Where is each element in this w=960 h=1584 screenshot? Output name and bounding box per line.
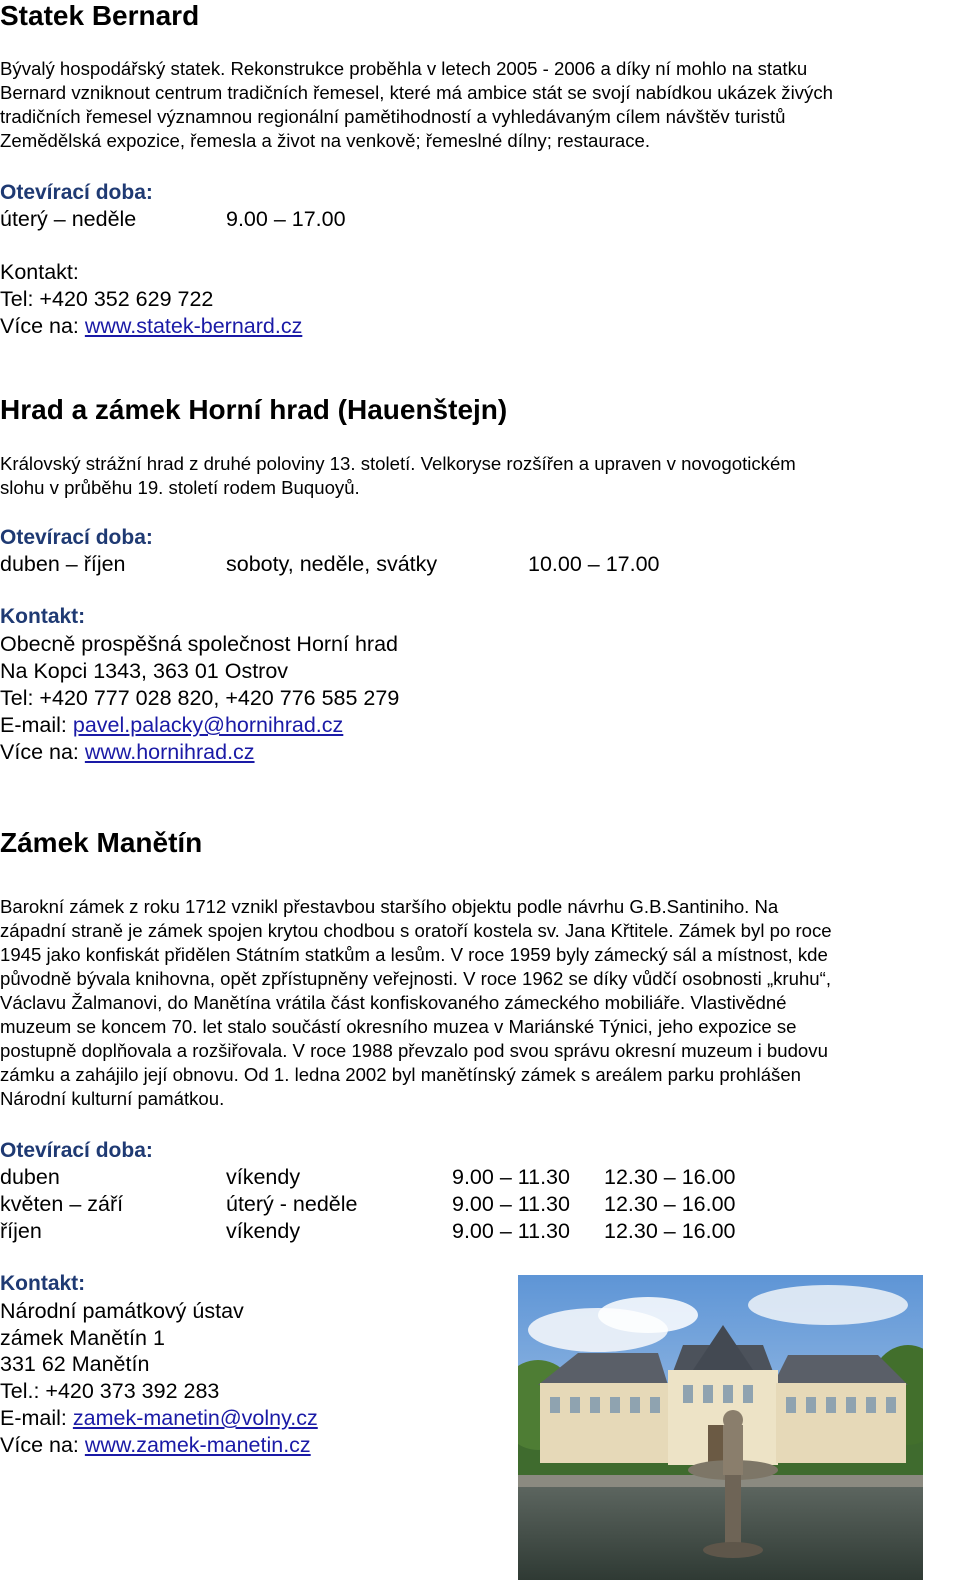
website-prefix: Více na: — [0, 1433, 85, 1457]
bernard-hours-row — [0, 206, 600, 232]
hours-morning: 9.00 – 11.30 — [452, 1219, 570, 1243]
manetin-phone: Tel.: +420 373 392 283 — [0, 1379, 220, 1403]
manetin-org: Národní památkový ústav — [0, 1299, 244, 1323]
manetin-email-link[interactable]: zamek-manetin@volny.cz — [72, 1406, 318, 1430]
bernard-text-line: Bernard vzniknout centrum tradičních řemesel, které má ambice stát se svojí nabídkou ukázek živých — [0, 82, 833, 103]
manetin-hours-row — [0, 1191, 800, 1217]
manetin-text-line: původně bývala knihovna, opět zpřístupněny veřejnosti. V roce 1962 se díky vůdčí osobnosti „kruhu“, — [0, 968, 832, 989]
manetin-text-line: Národní kulturní památkou. — [0, 1088, 225, 1109]
hours-afternoon: 12.30 – 16.00 — [604, 1219, 736, 1243]
hauenstejn-email-line — [0, 712, 343, 738]
section-title-hauenstejn: Hrad a zámek Horní hrad (Hauenštejn) — [0, 394, 508, 425]
hauenstejn-hours-label: Otevírací doba: — [0, 526, 153, 549]
bernard-text-line: Bývalý hospodářský statek. Rekonstrukce proběhla v letech 2005 - 2006 a díky ní mohlo na statku — [0, 58, 808, 79]
manetin-text-line: postupně doplňovala a rozšiřovala. V roce 1988 převzalo pod svou správu okresní muzeum i budovu — [0, 1040, 828, 1061]
manetin-text-line: muzeum se koncem 70. let stalo součástí okresního muzea v Mariánské Týnici, jeho expozice se — [0, 1016, 797, 1037]
manetin-hours-label: Otevírací doba: — [0, 1139, 153, 1162]
manetin-hours-row — [0, 1164, 800, 1190]
hauenstejn-text-line: Královský strážní hrad z druhé poloviny 13. století. Velkoryse rozšířen a upraven v novogotickém — [0, 453, 796, 474]
email-prefix: E-mail: — [0, 713, 73, 737]
hours-days: soboty, neděle, svátky — [226, 552, 438, 576]
website-prefix: Více na: — [0, 314, 85, 338]
hauenstejn-contact-label: Kontakt: — [0, 605, 86, 628]
hours-days: úterý - neděle — [226, 1192, 358, 1216]
manetin-website-line — [0, 1432, 311, 1458]
hours-morning: 9.00 – 11.30 — [452, 1192, 570, 1216]
email-prefix: E-mail: — [0, 1406, 73, 1430]
manetin-hours-row — [0, 1218, 800, 1244]
hauenstejn-website-link[interactable]: www.hornihrad.cz — [84, 740, 255, 764]
hours-months: říjen — [0, 1219, 42, 1243]
hauenstejn-phone: Tel: +420 777 028 820, +420 776 585 279 — [0, 686, 400, 710]
manetin-address-line1: zámek Manětín 1 — [0, 1326, 165, 1350]
manetin-contact-label: Kontakt: — [0, 1272, 86, 1295]
bernard-contact-label: Kontakt: — [0, 260, 79, 284]
hours-days: víkendy — [226, 1219, 301, 1243]
manetin-email-line — [0, 1405, 318, 1431]
bernard-website-line — [0, 313, 302, 339]
hours-days: úterý – neděle — [0, 207, 137, 231]
manetin-text-line: zámku a zahájilo její obnovu. Od 1. ledna 2002 byl manětínský zámek s areálem parku prohlášen — [0, 1064, 802, 1085]
manetin-website-link[interactable]: www.zamek-manetin.cz — [84, 1433, 311, 1457]
hours-months: květen – září — [0, 1192, 124, 1216]
hours-days: víkendy — [226, 1165, 301, 1189]
hours-afternoon: 12.30 – 16.00 — [604, 1165, 736, 1189]
hours-morning: 9.00 – 11.30 — [452, 1165, 570, 1189]
hours-months: duben — [0, 1165, 60, 1189]
hours-months: duben – říjen — [0, 552, 126, 576]
website-prefix: Více na: — [0, 740, 85, 764]
manetin-text-line: západní straně je zámek spojen krytou chodbou s oratoří kostela sv. Jana Křtitele. Zámek byl po roce — [0, 920, 832, 941]
hauenstejn-email-link[interactable]: pavel.palacky@hornihrad.cz — [72, 713, 344, 737]
hours-time: 10.00 – 17.00 — [528, 552, 660, 576]
manetin-text-line: 1945 jako konfiskát přidělen Státním statkům a lesům. V roce 1959 byly zámecký sál a místnost, kde — [0, 944, 828, 965]
bernard-website-link[interactable]: www.statek-bernard.cz — [84, 314, 303, 338]
manetin-text-line: Barokní zámek z roku 1712 vznikl přestavbou staršího objektu podle návrhu G.B.Santiniho. Na — [0, 896, 779, 917]
bernard-text-line: Zemědělská expozice, řemesla a život na venkově; řemeslné dílny; restaurace. — [0, 130, 651, 151]
hauenstejn-website-line — [0, 739, 255, 765]
manetin-address-line2: 331 62 Manětín — [0, 1352, 150, 1376]
section-title-bernard: Statek Bernard — [0, 0, 200, 31]
hauenstejn-address: Na Kopci 1343, 363 01 Ostrov — [0, 659, 289, 683]
hours-afternoon: 12.30 – 16.00 — [604, 1192, 736, 1216]
chateau-photo — [518, 1275, 923, 1580]
hauenstejn-hours-row — [0, 551, 700, 577]
bernard-phone: Tel: +420 352 629 722 — [0, 287, 214, 311]
hauenstejn-text-line: slohu v průběhu 19. století rodem Buquoyů. — [0, 477, 360, 498]
hours-time: 9.00 – 17.00 — [226, 207, 346, 231]
hauenstejn-org: Obecně prospěšná společnost Horní hrad — [0, 632, 398, 656]
bernard-hours-label: Otevírací doba: — [0, 181, 153, 204]
section-title-manetin: Zámek Manětín — [0, 827, 203, 858]
manetin-text-line: Václavu Žalmanovi, do Manětína vrátila část konfiskovaného zámeckého mobiliáře. Vlastivědné — [0, 992, 787, 1013]
bernard-text-line: tradičních řemesel významnou regionální pamětihodností a vyhledávaným cílem návštěv turistů — [0, 106, 786, 127]
